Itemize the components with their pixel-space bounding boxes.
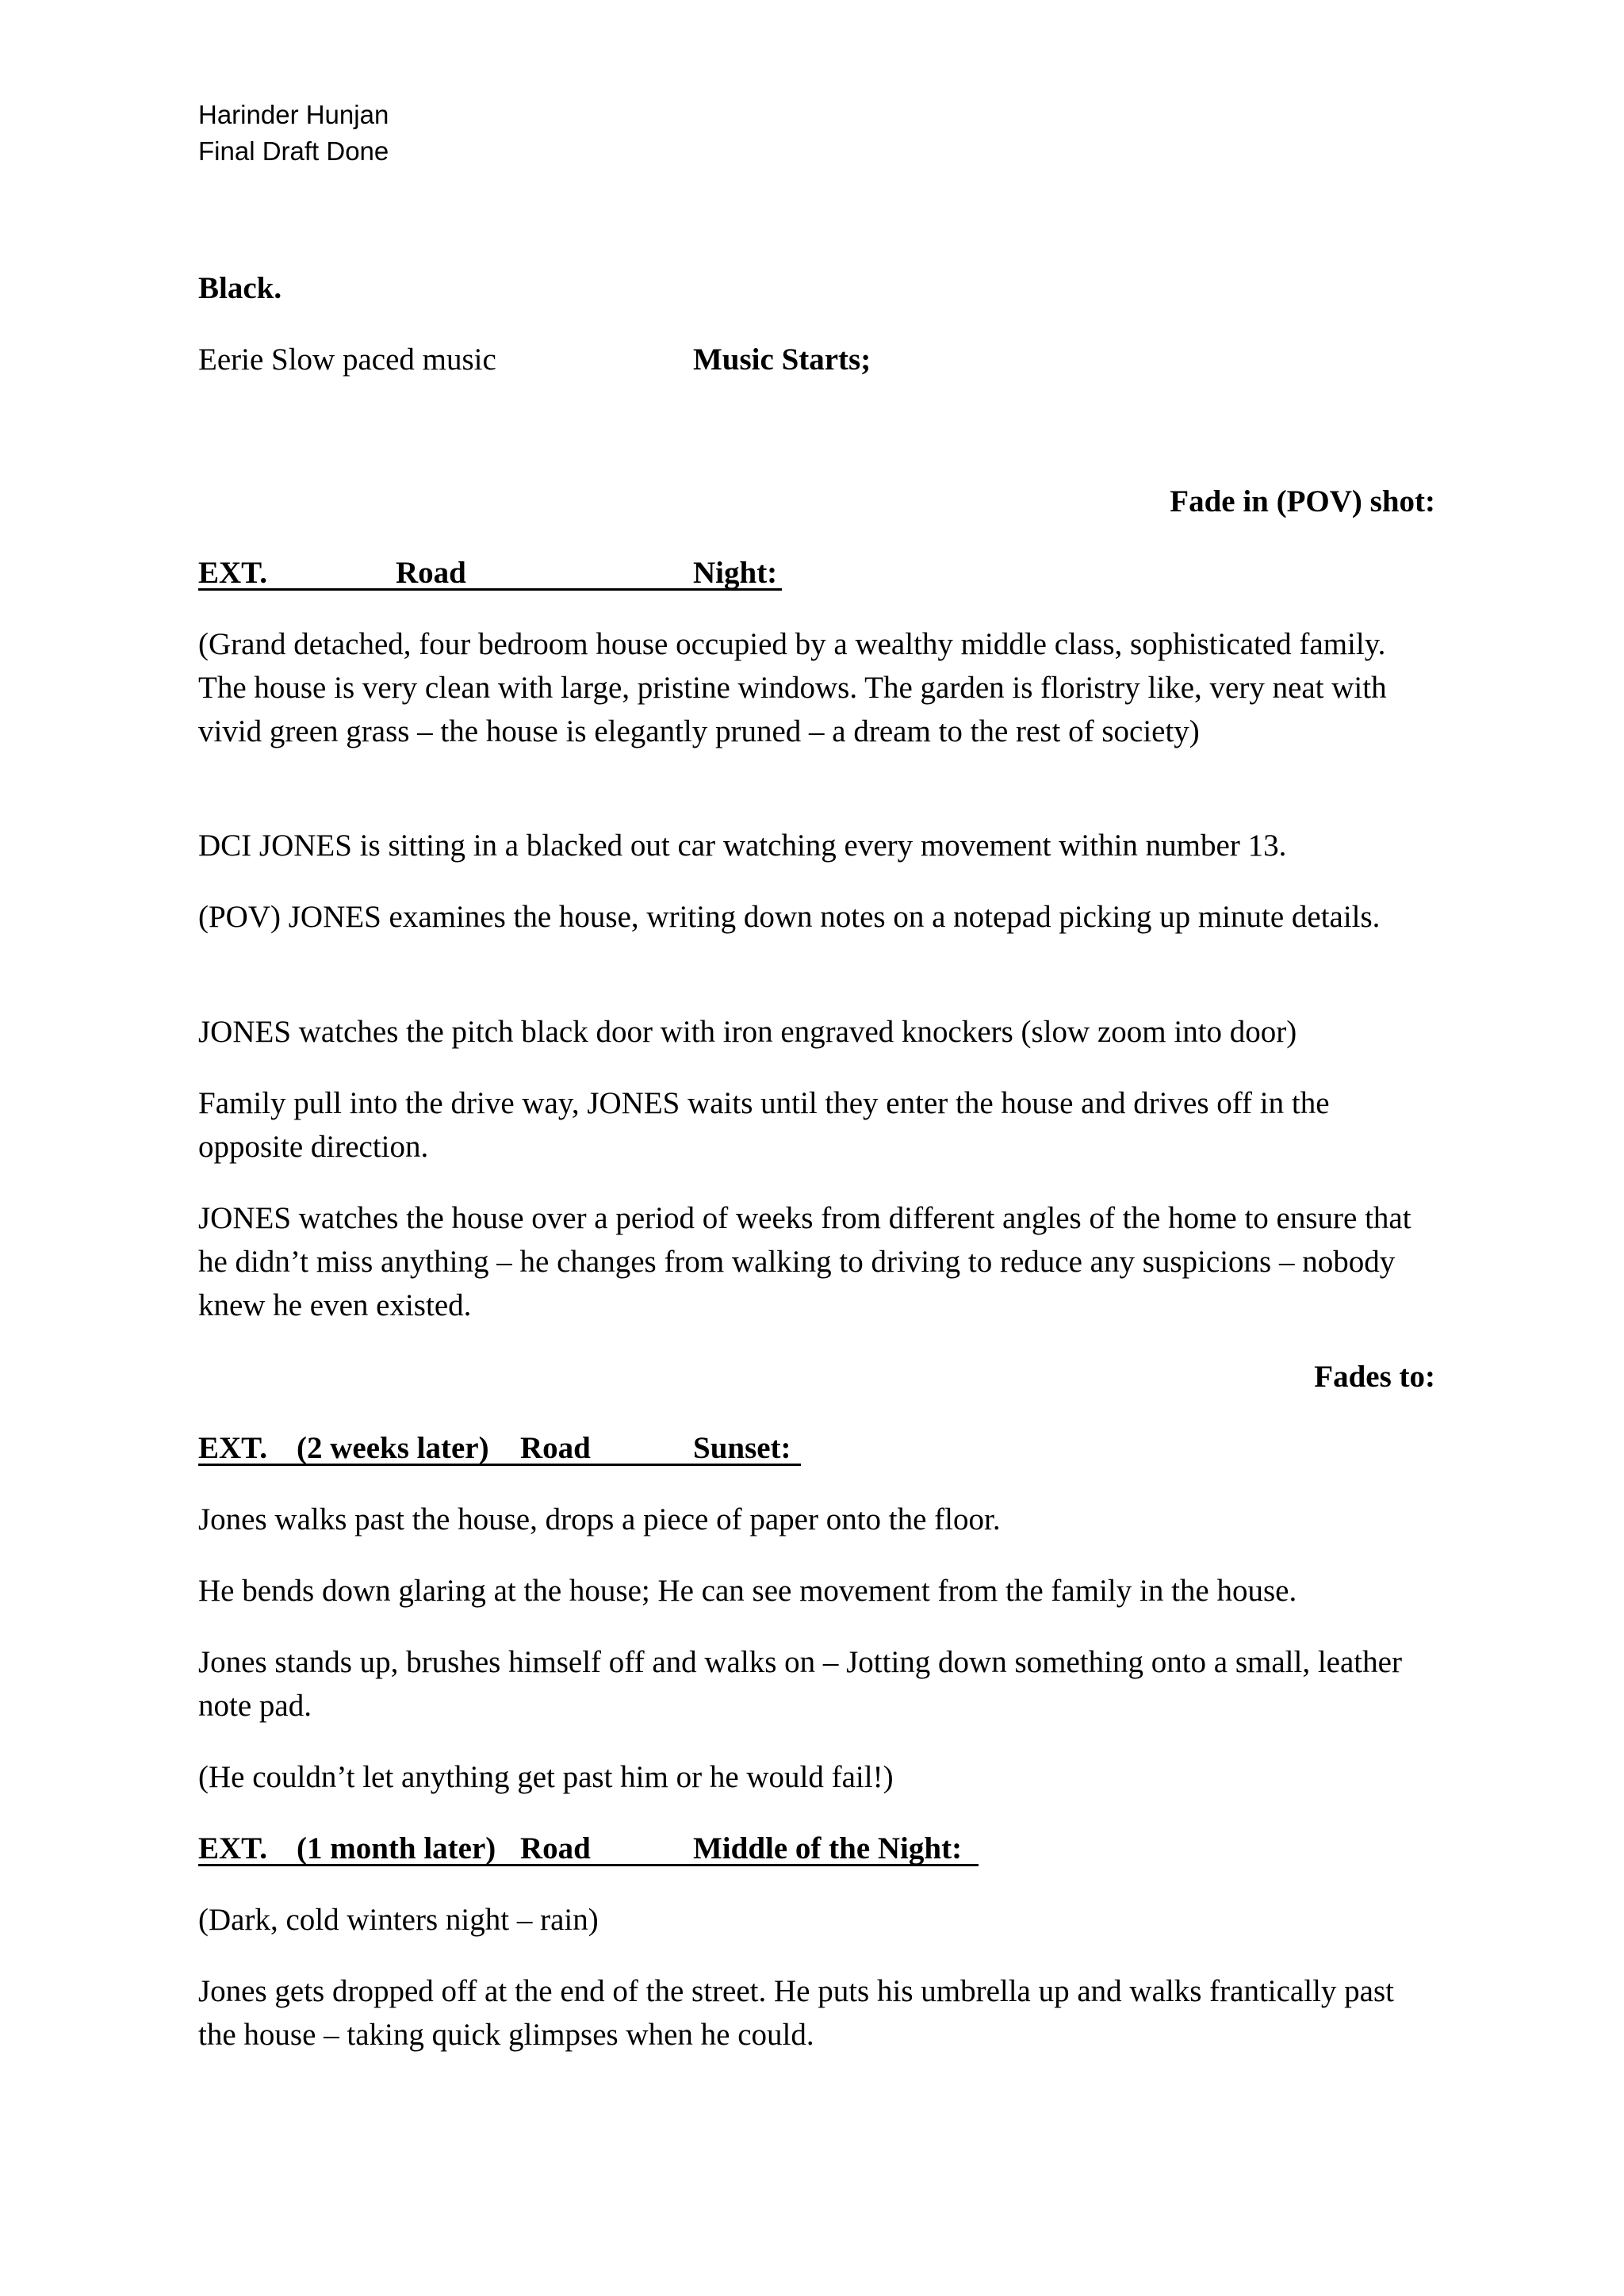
paragraph-dci-jones: DCI JONES is sitting in a blacked out car watching every movement within number 13. bbox=[198, 828, 1287, 863]
draft-status: Final Draft Done bbox=[198, 136, 389, 166]
scene-2-time: Sunset: bbox=[693, 1431, 791, 1465]
scene-3-time: Middle of the Night: bbox=[693, 1831, 963, 1866]
music-note: Eerie Slow paced music bbox=[198, 342, 496, 377]
paragraph-rain: (Dark, cold winters night – rain) bbox=[198, 1903, 599, 1937]
paragraph-bends-down: He bends down glaring at the house; He can see movement from the family in the house. bbox=[198, 1574, 1297, 1608]
paragraph-stands-up: Jones stands up, brushes himself off and walks on – Jotting down something onto a small, leather note pad. bbox=[198, 1645, 1402, 1723]
paragraph-weeks-watching: JONES watches the house over a period of weeks from different angles of the home to ensure that he didn’t miss anything – he changes from walking to driving to reduce any suspicions – nobody knew he even existed. bbox=[198, 1201, 1411, 1322]
scene-2-location: Road bbox=[520, 1431, 591, 1465]
paragraph-door: JONES watches the pitch black door with iron engraved knockers (slow zoom into door) bbox=[198, 1015, 1297, 1049]
paragraph-pov-examines: (POV) JONES examines the house, writing down notes on a notepad picking up minute details. bbox=[198, 900, 1381, 934]
scene-3-ext: EXT. bbox=[198, 1831, 268, 1866]
music-cue: Music Starts; bbox=[693, 342, 871, 377]
paragraph-drops-paper: Jones walks past the house, drops a piece of paper onto the floor. bbox=[198, 1502, 1001, 1536]
paragraph-dropped-off: Jones gets dropped off at the end of the street. He puts his umbrella up and walks frantically past the house – taking quick glimpses when he could. bbox=[198, 1974, 1394, 2052]
opening-line: Black. bbox=[198, 271, 282, 305]
paragraph-couldnt-let: (He couldn’t let anything get past him or he would fail!) bbox=[198, 1760, 894, 1794]
scene-3-location: Road bbox=[520, 1831, 591, 1866]
paragraph-house-description: (Grand detached, four bedroom house occupied by a wealthy middle class, sophisticated family. The house is very clean with large, pristine windows. The garden is floristry like, very neat with vivid green grass – the house is elegantly pruned – a dream to the rest of society) bbox=[198, 627, 1387, 748]
scene-1-location: Road bbox=[396, 556, 466, 590]
scene-1-time: Night: bbox=[693, 556, 778, 590]
scene-3-underline bbox=[198, 1864, 979, 1866]
paragraph-family-drive: Family pull into the drive way, JONES waits until they enter the house and drives off in the opposite direction. bbox=[198, 1086, 1330, 1164]
transition-fade-in: Fade in (POV) shot: bbox=[1170, 484, 1435, 519]
scene-1-ext: EXT. bbox=[198, 556, 268, 590]
scene-3-when: (1 month later) bbox=[297, 1831, 496, 1866]
transition-fades-to: Fades to: bbox=[1314, 1360, 1435, 1394]
scene-1-underline bbox=[198, 588, 782, 591]
scene-2-underline bbox=[198, 1464, 801, 1466]
scene-2-when: (2 weeks later) bbox=[297, 1431, 489, 1465]
author-name: Harinder Hunjan bbox=[198, 100, 389, 129]
document-header bbox=[198, 97, 389, 170]
scene-2-ext: EXT. bbox=[198, 1431, 268, 1465]
